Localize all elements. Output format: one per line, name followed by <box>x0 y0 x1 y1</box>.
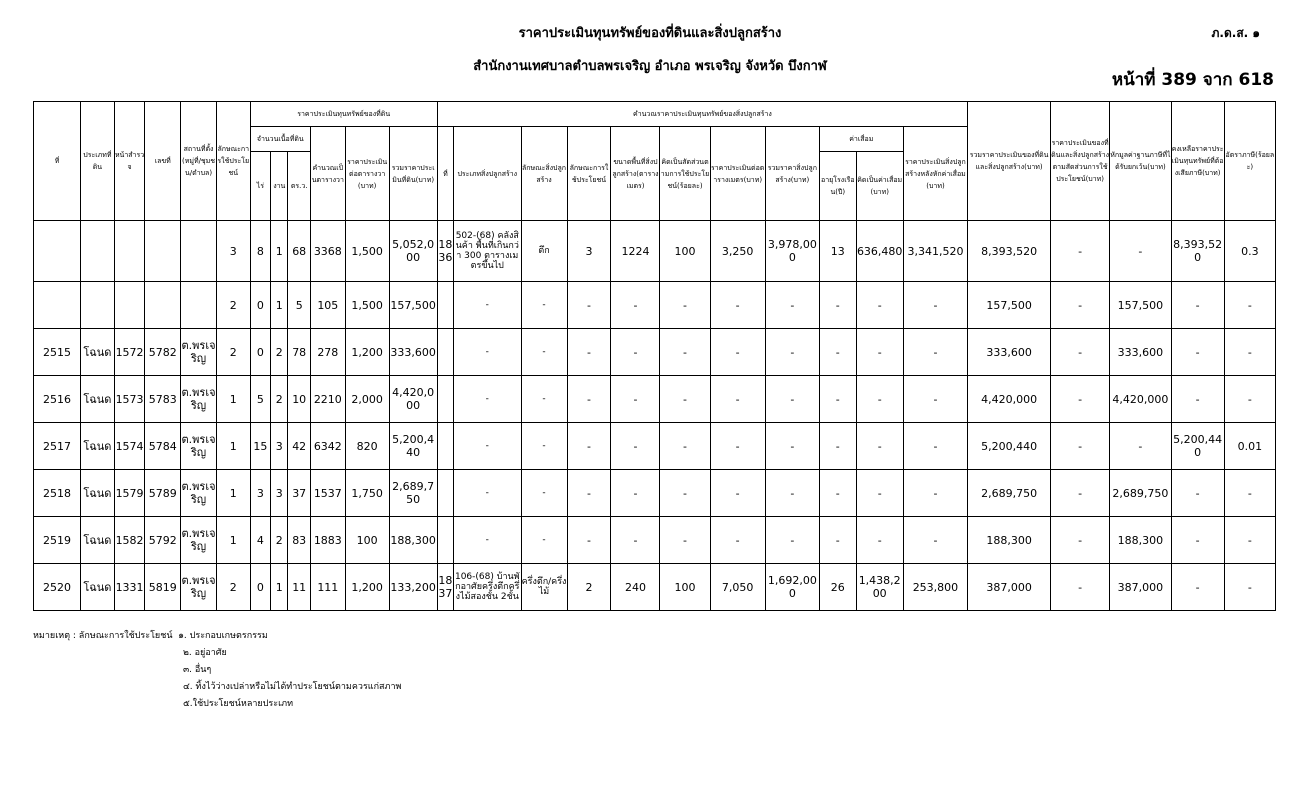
table-cell: 8 <box>250 221 270 282</box>
table-cell: 5 <box>250 376 270 423</box>
table-cell <box>145 282 181 329</box>
table-cell: 2 <box>271 517 288 564</box>
table-cell: - <box>710 517 765 564</box>
table-cell: 5784 <box>145 423 181 470</box>
col-bld-nature: ลักษณะสิ่งปลูกสร้าง <box>521 127 567 221</box>
col-bld-pct: คิดเป็นสัดส่วนตามการใช้ประโยชน์(ร้อยละ) <box>660 127 710 221</box>
table-cell: 100 <box>660 221 710 282</box>
table-cell: 1,692,000 <box>765 564 819 611</box>
table-cell: 15 <box>250 423 270 470</box>
table-cell: ต.พรเจริญ <box>181 423 217 470</box>
table-cell: 157,500 <box>389 282 437 329</box>
table-cell: 2,689,750 <box>1110 470 1171 517</box>
table-cell: - <box>710 376 765 423</box>
table-cell: 37 <box>288 470 310 517</box>
col-taxable: คงเหลือราคาประเมินทุนทรัพย์ที่ต้องเสียภาษี(บาท) <box>1171 102 1224 221</box>
table-cell: 3,978,000 <box>765 221 819 282</box>
table-cell: 2 <box>271 329 288 376</box>
table-cell: - <box>856 376 903 423</box>
col-land-group: ราคาประเมินทุนทรัพย์ของที่ดิน <box>250 102 437 127</box>
table-cell: - <box>1050 376 1109 423</box>
col-price-sqwa: ราคาประเมินต่อตารางวา(บาท) <box>345 127 389 221</box>
table-cell: 0.3 <box>1224 221 1275 282</box>
table-cell: - <box>710 282 765 329</box>
table-cell: 3,250 <box>710 221 765 282</box>
table-cell: - <box>454 329 521 376</box>
table-cell: 333,600 <box>968 329 1051 376</box>
table-cell: 1 <box>216 376 250 423</box>
table-cell: 2 <box>216 564 250 611</box>
table-cell: ครึ่งตึก/ครึ่งไม้ <box>521 564 567 611</box>
table-cell: 1837 <box>437 564 453 611</box>
table-cell: ต.พรเจริญ <box>181 517 217 564</box>
col-dep-group: ค่าเสื่อม <box>819 127 903 152</box>
table-cell: - <box>1224 517 1275 564</box>
table-row <box>34 376 1276 423</box>
table-cell: - <box>611 517 660 564</box>
table-cell: 1572 <box>114 329 145 376</box>
table-cell: - <box>521 282 567 329</box>
document-title: ราคาประเมินทุนทรัพย์ของที่ดินและสิ่งปลูกสร้าง <box>518 26 782 41</box>
table-cell: - <box>660 329 710 376</box>
table-cell: 1573 <box>114 376 145 423</box>
notes-prefix: หมายเหตุ : ลักษณะการใช้ประโยชน์ <box>33 631 173 641</box>
table-row <box>34 329 1276 376</box>
table-cell: โฉนด <box>81 376 115 423</box>
table-row <box>34 470 1276 517</box>
table-cell: 5819 <box>145 564 181 611</box>
table-cell: - <box>856 329 903 376</box>
table-cell: 820 <box>345 423 389 470</box>
table-cell: 1883 <box>310 517 345 564</box>
document-subtitle: สำนักงานเทศบาลตำบลพรเจริญ อำเภอ พรเจริญ จังหวัด บึงกาฬ <box>473 59 827 74</box>
table-cell: - <box>521 470 567 517</box>
table-cell: - <box>660 470 710 517</box>
table-cell: ต.พรเจริญ <box>181 564 217 611</box>
col-no: ที่ <box>34 102 81 221</box>
table-cell: 2210 <box>310 376 345 423</box>
table-cell: - <box>765 376 819 423</box>
table-cell <box>34 282 81 329</box>
table-cell: 1 <box>216 423 250 470</box>
table-cell: 100 <box>345 517 389 564</box>
col-area-group: จำนวนเนื้อที่ดิน <box>250 127 310 152</box>
table-cell: - <box>819 329 856 376</box>
table-cell: - <box>903 517 967 564</box>
table-cell: ต.พรเจริญ <box>181 470 217 517</box>
table-cell: - <box>1171 282 1224 329</box>
table-cell: 4 <box>250 517 270 564</box>
table-cell: 5 <box>288 282 310 329</box>
table-cell: โฉนด <box>81 470 115 517</box>
table-cell <box>34 221 81 282</box>
table-cell: - <box>710 423 765 470</box>
col-dep-amount: คิดเป็นค่าเสื่อม(บาท) <box>856 152 903 221</box>
table-cell: - <box>454 423 521 470</box>
table-body <box>34 221 1276 611</box>
col-survey-page: หน้าสำรวจ <box>114 102 145 221</box>
table-cell: - <box>1050 423 1109 470</box>
table-cell: 1836 <box>437 221 453 282</box>
table-cell: โฉนด <box>81 329 115 376</box>
table-cell <box>81 282 115 329</box>
table-cell: - <box>660 517 710 564</box>
table-cell: 1,200 <box>345 329 389 376</box>
table-cell: 387,000 <box>1110 564 1171 611</box>
table-cell: - <box>903 376 967 423</box>
note-item: ๒. อยู่อาศัย <box>183 648 227 658</box>
table-cell: 333,600 <box>1110 329 1171 376</box>
table-cell: 6342 <box>310 423 345 470</box>
table-row <box>34 221 1276 282</box>
table-cell: 188,300 <box>968 517 1051 564</box>
table-cell: 278 <box>310 329 345 376</box>
table-cell: - <box>454 470 521 517</box>
col-rai: ไร่ <box>250 152 270 221</box>
col-bld-price: ราคาประเมินต่อตารางเมตร(บาท) <box>710 127 765 221</box>
table-cell: - <box>1050 221 1109 282</box>
table-cell: 2517 <box>34 423 81 470</box>
table-cell: 1574 <box>114 423 145 470</box>
table-cell: - <box>1050 470 1109 517</box>
table-cell: - <box>1050 329 1109 376</box>
table-cell: 5792 <box>145 517 181 564</box>
table-cell: 5782 <box>145 329 181 376</box>
table-cell: - <box>454 517 521 564</box>
notes <box>33 628 401 713</box>
table-cell: - <box>1171 517 1224 564</box>
table-cell: 11 <box>288 564 310 611</box>
table-cell: 240 <box>611 564 660 611</box>
table-cell: 83 <box>288 517 310 564</box>
table-cell: 5783 <box>145 376 181 423</box>
table-cell: 2518 <box>34 470 81 517</box>
table-cell: - <box>567 517 611 564</box>
table-cell: - <box>1050 282 1109 329</box>
table-row <box>34 423 1276 470</box>
table-cell: - <box>1224 329 1275 376</box>
table-cell: 5789 <box>145 470 181 517</box>
table-cell: - <box>521 329 567 376</box>
col-age: อายุโรงเรือน(ปี) <box>819 152 856 221</box>
table-cell: โฉนด <box>81 423 115 470</box>
table-cell <box>181 282 217 329</box>
table-cell: 2,689,750 <box>968 470 1051 517</box>
col-ngan: งาน <box>271 152 288 221</box>
col-land-total: รวมราคาประเมินที่ดิน(บาท) <box>389 127 437 221</box>
table-cell: - <box>856 423 903 470</box>
table-cell: - <box>903 282 967 329</box>
table-cell <box>437 423 453 470</box>
table-cell: - <box>611 282 660 329</box>
col-bld-usage: ลักษณะการใช้ประโยชน์ <box>567 127 611 221</box>
table-cell: 1 <box>216 517 250 564</box>
col-exemption: หักมูลค่าฐานภาษีที่ได้รับยกเว้น(บาท) <box>1110 102 1171 221</box>
table-cell: - <box>567 376 611 423</box>
col-usage: ลักษณะการใช้ประโยชน์ <box>216 102 250 221</box>
table-cell: 1 <box>271 221 288 282</box>
table-cell: - <box>856 282 903 329</box>
table-cell: - <box>819 423 856 470</box>
table-cell: 26 <box>819 564 856 611</box>
table-cell: 157,500 <box>1110 282 1171 329</box>
header-row-1 <box>34 102 1276 127</box>
table-cell: 7,050 <box>710 564 765 611</box>
table-cell: - <box>611 470 660 517</box>
table-cell <box>437 470 453 517</box>
table-cell: - <box>454 282 521 329</box>
table-cell: 5,200,440 <box>389 423 437 470</box>
table-cell: 1224 <box>611 221 660 282</box>
table-cell: 8,393,520 <box>1171 221 1224 282</box>
table-cell: 3 <box>271 423 288 470</box>
table-cell: 333,600 <box>389 329 437 376</box>
table-cell: 1 <box>216 470 250 517</box>
table-cell: 2,000 <box>345 376 389 423</box>
table-cell: - <box>710 470 765 517</box>
table-cell: - <box>521 423 567 470</box>
table-cell: 13 <box>819 221 856 282</box>
page-number: หน้าที่ 389 จาก 618 <box>1111 70 1274 90</box>
table-cell: 10 <box>288 376 310 423</box>
table-cell: 2 <box>271 376 288 423</box>
table-cell: 0.01 <box>1224 423 1275 470</box>
table-cell: - <box>1224 376 1275 423</box>
col-share: ราคาประเมินของที่ดินและสิ่งปลูกสร้างตามสัดส่วนการใช้ประโยชน์(บาท) <box>1050 102 1109 221</box>
table-cell: 1,200 <box>345 564 389 611</box>
table-cell: - <box>567 423 611 470</box>
table-cell <box>437 376 453 423</box>
col-bld-area: ขนาดพื้นที่สิ่งปลูกสร้าง(ตารางเมตร) <box>611 127 660 221</box>
col-bld-total: รวมราคาสิ่งปลูกสร้าง(บาท) <box>765 127 819 221</box>
table-cell: 5,200,440 <box>968 423 1051 470</box>
table-cell: - <box>710 329 765 376</box>
table-cell: 68 <box>288 221 310 282</box>
table-cell: - <box>1224 564 1275 611</box>
table-cell: 3 <box>250 470 270 517</box>
table-cell: 387,000 <box>968 564 1051 611</box>
table-cell: - <box>903 329 967 376</box>
table-cell: 5,200,440 <box>1171 423 1224 470</box>
table-cell: 2 <box>216 282 250 329</box>
table-cell <box>145 221 181 282</box>
table-cell: - <box>611 376 660 423</box>
table-cell: 2515 <box>34 329 81 376</box>
table-cell: 0 <box>250 564 270 611</box>
table-cell: - <box>819 282 856 329</box>
table-cell: - <box>521 517 567 564</box>
table-cell: 3 <box>216 221 250 282</box>
col-doc-type: ประเภทที่ดิน <box>81 102 115 221</box>
col-bld-after-dep: ราคาประเมินสิ่งปลูกสร้างหลังหักค่าเสื่อม(บาท) <box>903 127 967 221</box>
table-cell: - <box>765 423 819 470</box>
table-cell: 133,200 <box>389 564 437 611</box>
table-cell: - <box>567 470 611 517</box>
note-item: ๑. ประกอบเกษตรกรรม <box>178 631 268 641</box>
col-building-group: คำนวณราคาประเมินทุนทรัพย์ของสิ่งปลูกสร้าง <box>437 102 967 127</box>
table-cell: โฉนด <box>81 517 115 564</box>
col-bld-type: ประเภทสิ่งปลูกสร้าง <box>454 127 521 221</box>
table-cell: 111 <box>310 564 345 611</box>
form-code: ภ.ด.ส. ๑ <box>1211 26 1260 40</box>
table-cell: - <box>1171 470 1224 517</box>
table-cell: 2520 <box>34 564 81 611</box>
table-cell <box>437 517 453 564</box>
table-cell: - <box>903 470 967 517</box>
table-cell: - <box>660 423 710 470</box>
table-cell: - <box>611 329 660 376</box>
col-tax-rate: อัตราภาษี(ร้อยละ) <box>1224 102 1275 221</box>
note-item: ๓. อื่นๆ <box>183 665 212 675</box>
table-cell: 2,689,750 <box>389 470 437 517</box>
table-cell: - <box>567 329 611 376</box>
table-cell: 1,500 <box>345 282 389 329</box>
table-cell: - <box>1050 517 1109 564</box>
table-cell: - <box>1110 423 1171 470</box>
table-cell: 2 <box>567 564 611 611</box>
table-cell <box>181 221 217 282</box>
table-row <box>34 517 1276 564</box>
table-cell: 1582 <box>114 517 145 564</box>
table-cell: - <box>765 282 819 329</box>
table-row <box>34 564 1276 611</box>
note-item: ๕.ใช้ประโยชน์หลายประเภท <box>183 699 294 709</box>
table-cell: ต.พรเจริญ <box>181 329 217 376</box>
table-cell: 0 <box>250 329 270 376</box>
table-cell: 2516 <box>34 376 81 423</box>
table-cell: 106-(68) บ้านพักอาศัยครึ่งตึกครึ่งไม้สองชั้น 2ชั้น <box>454 564 521 611</box>
table-cell: - <box>567 282 611 329</box>
table-cell <box>114 282 145 329</box>
table-cell: - <box>819 517 856 564</box>
table-cell: 3 <box>271 470 288 517</box>
table-cell: โฉนด <box>81 564 115 611</box>
table-cell: 8,393,520 <box>968 221 1051 282</box>
table-cell: 4,420,000 <box>968 376 1051 423</box>
table-cell: 1,438,200 <box>856 564 903 611</box>
table-cell: 1 <box>271 564 288 611</box>
table-cell: 188,300 <box>389 517 437 564</box>
table-cell <box>114 221 145 282</box>
table-cell <box>437 329 453 376</box>
col-bld-no: ที่ <box>437 127 453 221</box>
table-cell: 100 <box>660 564 710 611</box>
table-cell: 157,500 <box>968 282 1051 329</box>
col-location: สถานที่ตั้ง(หมู่ที่/ชุมชน/ตำบล) <box>181 102 217 221</box>
table-cell: 3 <box>567 221 611 282</box>
table-cell: - <box>1171 564 1224 611</box>
assessment-table <box>33 101 1276 611</box>
table-cell: - <box>660 376 710 423</box>
table-cell <box>437 282 453 329</box>
table-cell: 253,800 <box>903 564 967 611</box>
table-cell: - <box>454 376 521 423</box>
table-cell: 1537 <box>310 470 345 517</box>
table-cell: 105 <box>310 282 345 329</box>
table-cell: 5,052,000 <box>389 221 437 282</box>
col-sqwa: ตร.ว. <box>288 152 310 221</box>
note-item: ๔. ทิ้งไว้ว่างเปล่าหรือไม่ได้ทำประโยชน์ตามควรแก่สภาพ <box>183 682 402 692</box>
table-cell: - <box>765 517 819 564</box>
table-cell: - <box>856 517 903 564</box>
table-cell: 4,420,000 <box>389 376 437 423</box>
table-cell: - <box>1171 329 1224 376</box>
table-cell: 78 <box>288 329 310 376</box>
table-cell: 2519 <box>34 517 81 564</box>
table-cell <box>81 221 115 282</box>
table-cell: 4,420,000 <box>1110 376 1171 423</box>
table-cell: ตึก <box>521 221 567 282</box>
table-cell: - <box>819 470 856 517</box>
table-cell: - <box>765 470 819 517</box>
table-cell: 3,341,520 <box>903 221 967 282</box>
table-cell: 0 <box>250 282 270 329</box>
table-cell: 1579 <box>114 470 145 517</box>
table-cell: 1,500 <box>345 221 389 282</box>
table-cell: - <box>856 470 903 517</box>
col-doc-no: เลขที่ <box>145 102 181 221</box>
table-cell: - <box>765 329 819 376</box>
table-cell: - <box>611 423 660 470</box>
table-cell: - <box>1224 282 1275 329</box>
table-cell: 502-(68) คลังสินค้า พื้นที่เกินกว่า 300 ตารางเมตรขึ้นไป <box>454 221 521 282</box>
table-row <box>34 282 1276 329</box>
table-cell: - <box>903 423 967 470</box>
table-cell: - <box>521 376 567 423</box>
table-cell: - <box>1224 470 1275 517</box>
table-cell: 636,480 <box>856 221 903 282</box>
table-cell: 1 <box>271 282 288 329</box>
table-cell: - <box>819 376 856 423</box>
table-cell: - <box>1050 564 1109 611</box>
col-calc-sqwa: คำนวณเป็นตารางวา <box>310 127 345 221</box>
table-cell: 3368 <box>310 221 345 282</box>
table-cell: 2 <box>216 329 250 376</box>
table-cell: 188,300 <box>1110 517 1171 564</box>
table-cell: 1,750 <box>345 470 389 517</box>
table-cell: - <box>1110 221 1171 282</box>
table-cell: - <box>1171 376 1224 423</box>
table-cell: ต.พรเจริญ <box>181 376 217 423</box>
col-grand-total: รวมราคาประเมินของที่ดินและสิ่งปลูกสร้าง(บาท) <box>968 102 1051 221</box>
table-cell: 42 <box>288 423 310 470</box>
table-cell: 1331 <box>114 564 145 611</box>
table-cell: - <box>660 282 710 329</box>
